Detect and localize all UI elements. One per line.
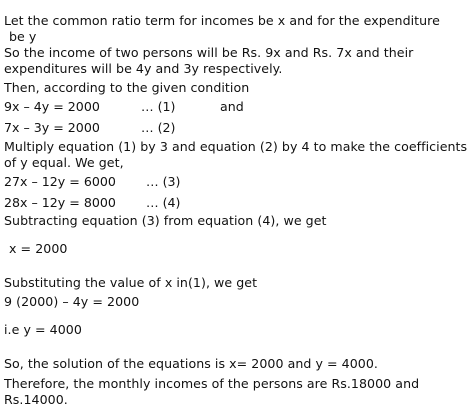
substitute-line: Substituting the value of x in(1), we get	[4, 275, 258, 290]
substituted-equation: 9 (2000) – 4y = 2000	[4, 294, 140, 309]
income-line-2: expenditures will be 4y and 3y respectively.	[4, 61, 283, 76]
multiply-line-1: Multiply equation (1) by 3 and equation (2) by 4 to make the coefficients	[4, 139, 468, 154]
solution-line: So, the solution of the equations is x= 2000 and y = 4000.	[4, 356, 378, 371]
equation-1-tag: … (1)	[141, 99, 176, 114]
conclusion-line-1: Therefore, the monthly incomes of the persons are Rs.18000 and	[4, 376, 420, 391]
intro-line-2: be y	[9, 29, 37, 44]
equation-4-expr: 28x – 12y = 8000	[4, 195, 116, 210]
equation-3-expr: 27x – 12y = 6000	[4, 174, 116, 189]
condition-line: Then, according to the given condition	[4, 80, 250, 95]
multiply-line-2: of y equal. We get,	[4, 155, 124, 170]
x-result: x = 2000	[9, 241, 68, 256]
equation-3-tag: … (3)	[146, 174, 181, 189]
intro-line-1: Let the common ratio term for incomes be x and for the expenditure	[4, 13, 440, 28]
subtract-line: Subtracting equation (3) from equation (4), we get	[4, 213, 327, 228]
equation-2-tag: … (2)	[141, 120, 176, 135]
conclusion-line-2: Rs.14000.	[4, 392, 68, 407]
y-result: i.e y = 4000	[4, 322, 82, 337]
equation-2-expr: 7x – 3y = 2000	[4, 120, 100, 135]
income-line-1: So the income of two persons will be Rs. 9x and Rs. 7x and their	[4, 45, 414, 60]
equation-4-tag: … (4)	[146, 195, 181, 210]
equation-1-and: and	[220, 99, 244, 114]
equation-1-expr: 9x – 4y = 2000	[4, 99, 100, 114]
